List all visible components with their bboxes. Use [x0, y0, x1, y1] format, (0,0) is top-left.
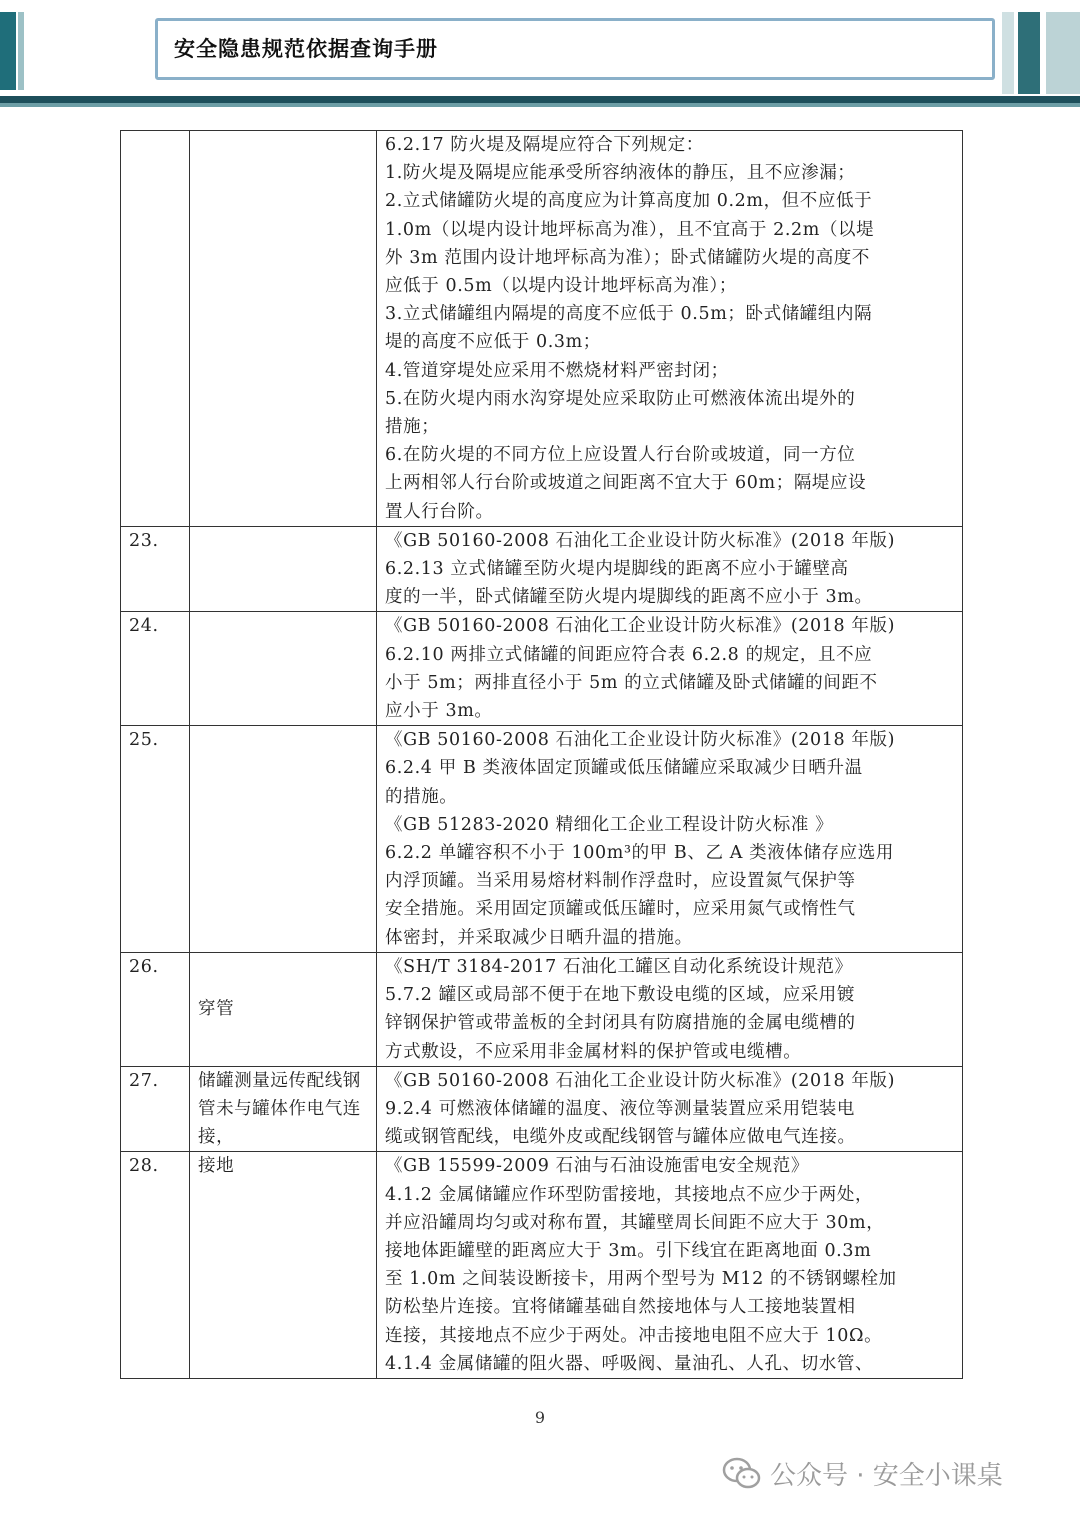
basis-line: 《GB 50160-2008 石油化工企业设计防火标准》(2018 年版) — [385, 1070, 896, 1091]
basis-line: 小于 5m；两排直径小于 5m 的立式储罐及卧式储罐的间距不 — [385, 672, 878, 693]
basis-line: 9.2.4 可燃液体储罐的温度、液位等测量装置应采用铠装电 — [385, 1098, 855, 1119]
basis-line: 5.7.2 罐区或局部不便于在地下敷设电缆的区域，应采用镀 — [385, 985, 855, 1006]
basis-line: 6.2.13 立式储罐至防火堤内堤脚线的距离不应小于罐壁高 — [385, 559, 849, 580]
basis-line: 4.管道穿堤处应采用不燃烧材料严密封闭； — [385, 360, 729, 381]
table-row — [121, 726, 963, 953]
basis-line: 体密封，并采取减少日晒升温的措施。 — [385, 927, 693, 948]
regulation-basis — [377, 726, 963, 953]
basis-line: 堤的高度不应低于 0.3m； — [385, 332, 601, 353]
table-row — [121, 526, 963, 612]
table-row — [121, 1152, 963, 1379]
basis-line: 《GB 50160-2008 石油化工企业设计防火标准》(2018 年版) — [385, 730, 896, 751]
row-number: 25. — [121, 726, 190, 953]
basis-line: 方式敷设，不应采用非金属材料的保护管或电缆槽。 — [385, 1041, 802, 1062]
basis-line: 外 3m 范围内设计地坪标高为准）；卧式储罐防火堤的高度不 — [385, 247, 871, 268]
basis-line: 度的一半，卧式储罐至防火堤内堤脚线的距离不应小于 3m。 — [385, 587, 873, 608]
basis-line: 6.2.4 甲 B 类液体固定顶罐或低压储罐应采取减少日晒升温 — [385, 758, 863, 779]
hazard-item: 穿管 — [190, 952, 377, 1066]
basis-line: 6.2.10 两排立式储罐的间距应符合表 6.2.8 的规定，且不应 — [385, 644, 873, 665]
regulation-basis — [377, 526, 963, 612]
basis-line: 4.1.4 金属储罐的阻火器、呼吸阀、量油孔、人孔、切水管、 — [385, 1353, 874, 1374]
row-number: 28. — [121, 1152, 190, 1379]
basis-line: 《GB 15599-2009 石油与石油设施雷电安全规范》 — [385, 1156, 809, 1177]
hazard-item: 接地 — [190, 1152, 377, 1379]
watermark — [722, 1455, 1003, 1492]
basis-line: 并应沿罐周均匀或对称布置，其罐壁周长间距不应大于 30m， — [385, 1212, 885, 1233]
basis-line: 内浮顶罐。当采用易熔材料制作浮盘时，应设置氮气保护等 — [385, 871, 856, 892]
row-number: 24. — [121, 612, 190, 726]
regulation-basis — [377, 952, 963, 1066]
basis-line: 锌钢保护管或带盖板的全封闭具有防腐措施的金属电缆槽的 — [385, 1013, 856, 1034]
watermark-text: 公众号 · 安全小课桌 — [770, 1461, 1003, 1491]
basis-line: 连接，其接地点不应少于两处。冲击接地电阻不应大于 10Ω。 — [385, 1325, 883, 1346]
page-title: 安全隐患规范依据查询手册 — [174, 37, 438, 61]
basis-line: 防松垫片连接。宜将储罐基础自然接地体与人工接地装置相 — [385, 1297, 856, 1318]
basis-line: 5.在防火堤内雨水沟穿堤处应采取防止可燃液体流出堤外的 — [385, 388, 856, 409]
basis-line: 《GB 50160-2008 石油化工企业设计防火标准》(2018 年版) — [385, 530, 896, 551]
basis-line: 至 1.0m 之间装设断接卡，用两个型号为 M12 的不锈钢螺栓加 — [385, 1269, 897, 1290]
basis-line: 应小于 3m。 — [385, 701, 493, 722]
table-row — [121, 1066, 963, 1152]
regulation-basis — [377, 131, 963, 527]
header-decor-bar — [0, 12, 16, 90]
regulation-basis — [377, 1152, 963, 1379]
regulation-table — [120, 130, 963, 1379]
header-rule — [0, 103, 1080, 107]
row-number: 27. — [121, 1066, 190, 1152]
table-row — [121, 612, 963, 726]
basis-line: 6.在防火堤的不同方位上应设置人行台阶或坡道，同一方位 — [385, 445, 856, 466]
hazard-item — [190, 131, 377, 527]
basis-line: 1.防火堤及隔堤应能承受所容纳液体的静压，且不应渗漏； — [385, 163, 856, 184]
basis-line: 3.立式储罐组内隔堤的高度不应低于 0.5m；卧式储罐组内隔 — [385, 304, 873, 325]
basis-line: 上两相邻人行台阶或坡道之间距离不宜大于 60m；隔堤应设 — [385, 473, 867, 494]
basis-line: 的措施。 — [385, 786, 458, 807]
table-row — [121, 131, 963, 527]
basis-line: 应低于 0.5m（以堤内设计地坪标高为准）； — [385, 276, 737, 297]
row-number: 23. — [121, 526, 190, 612]
wechat-icon — [722, 1457, 762, 1491]
table-row — [121, 952, 963, 1066]
basis-line: 措施； — [385, 417, 440, 438]
header-decor-bar — [1018, 12, 1040, 94]
basis-line: 6.2.2 单罐容积不小于 100m³的甲 B、乙 A 类液体储存应选用 — [385, 843, 894, 864]
hazard-item — [190, 726, 377, 953]
regulation-basis — [377, 1066, 963, 1152]
basis-line: 4.1.2 金属储罐应作环型防雷接地，其接地点不应少于两处， — [385, 1184, 874, 1205]
row-number: 26. — [121, 952, 190, 1066]
basis-line: 接地体距罐壁的距离应大于 3m。引下线宜在距离地面 0.3m — [385, 1240, 872, 1261]
basis-line: 置人行台阶。 — [385, 501, 494, 522]
basis-line: 1.0m（以堤内设计地坪标高为准），且不宜高于 2.2m（以堤 — [385, 219, 875, 240]
basis-line: 《GB 50160-2008 石油化工企业设计防火标准》(2018 年版) — [385, 616, 896, 637]
header-decor-bar — [18, 12, 24, 90]
header-rule — [0, 96, 1080, 103]
basis-line: 2.立式储罐防火堤的高度应为计算高度加 0.2m，但不应低于 — [385, 191, 873, 212]
header-decor-bar — [1002, 12, 1014, 94]
basis-line: 《SH/T 3184-2017 石油化工罐区自动化系统设计规范》 — [385, 956, 853, 977]
header-title-box — [155, 18, 995, 80]
hazard-item — [190, 526, 377, 612]
basis-line: 安全措施。采用固定顶罐或低压罐时，应采用氮气或惰性气 — [385, 899, 856, 920]
page-number: 9 — [534, 1408, 546, 1427]
row-number — [121, 131, 190, 527]
hazard-item — [190, 612, 377, 726]
basis-line: 6.2.17 防火堤及隔堤应符合下列规定： — [385, 135, 704, 155]
regulation-basis — [377, 612, 963, 726]
hazard-item: 储罐测量远传配线钢管未与罐体作电气连接， — [190, 1066, 377, 1152]
header-decor-bar — [1046, 12, 1080, 94]
basis-line: 《GB 51283-2020 精细化工企业工程设计防火标准 》 — [385, 814, 834, 835]
basis-line: 缆或钢管配线，电缆外皮或配线钢管与罐体应做电气连接。 — [385, 1127, 856, 1148]
